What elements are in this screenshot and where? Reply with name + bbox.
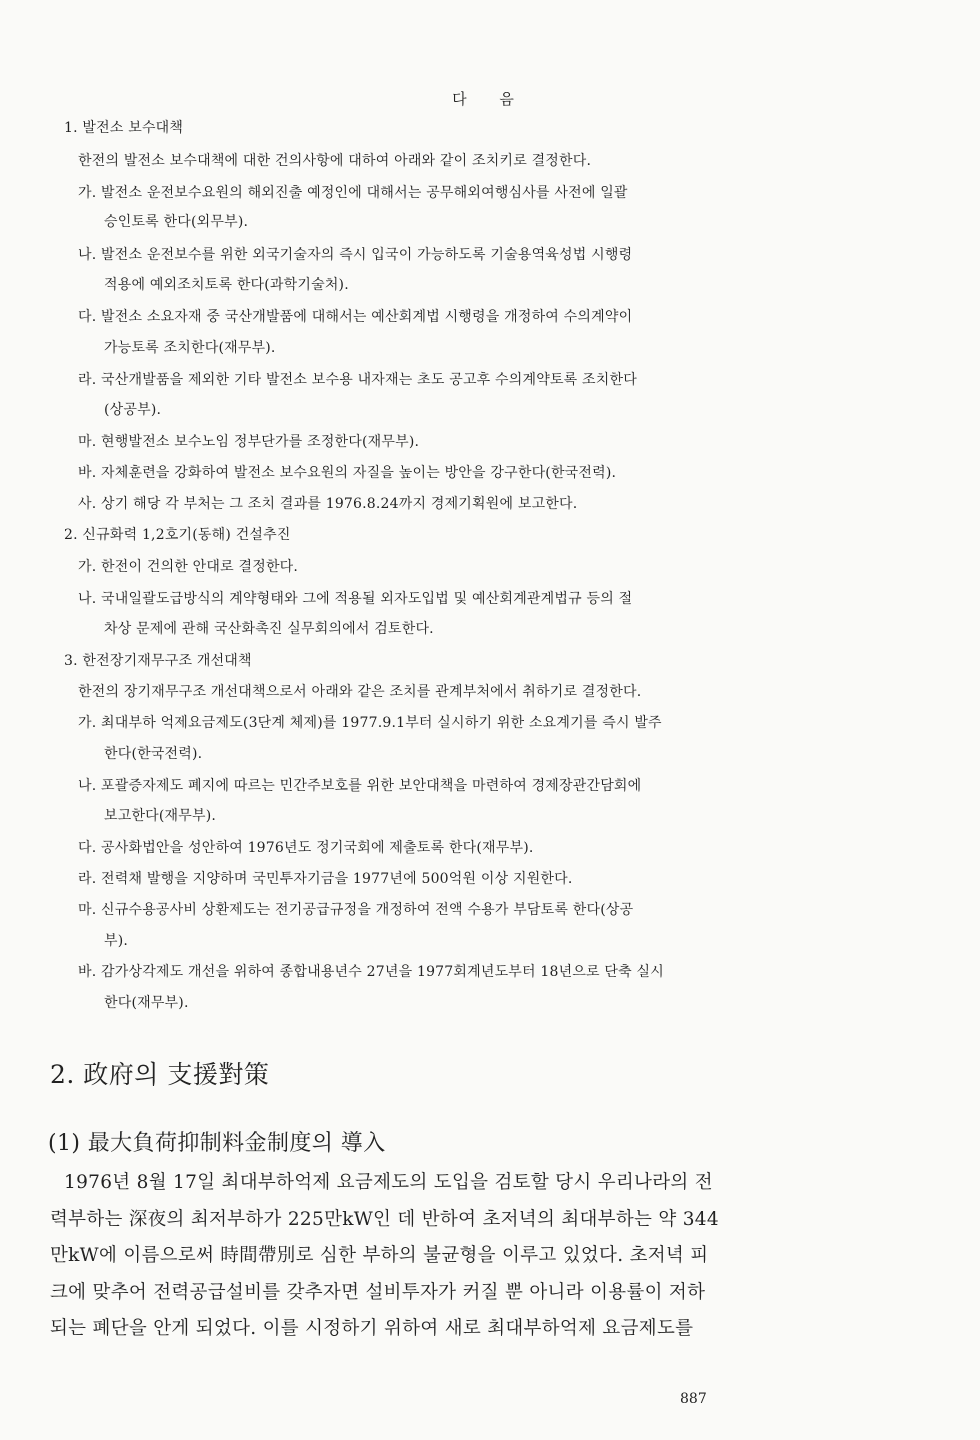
memo-line: 한다(한국전력).	[104, 746, 203, 762]
memo-line: 바. 자체훈련을 강화하여 발전소 보수요원의 자질을 높이는 방안을 강구한다(한국전력).	[78, 465, 617, 481]
body-line: 되는 폐단을 안게 되었다. 이를 시정하기 위하여 새로 최대부하억제 요금제도를	[50, 1318, 694, 1339]
memo-line: 라. 전력채 발행을 지양하며 국민투자기금을 1977년에 500억원 이상 지원한다.	[78, 871, 573, 887]
body-line: 력부하는 深夜의 최저부하가 225만kW인 데 반하여 초저녁의 최대부하는 약 344	[50, 1209, 719, 1230]
memo-line: 다. 공사화법안을 성안하여 1976년도 정기국회에 제출토록 한다(재무부).	[78, 840, 534, 856]
memo-line: 나. 포괄증자제도 폐지에 따르는 민간주보호를 위한 보안대책을 마련하여 경제장관간담회에	[78, 778, 642, 794]
body-line: 크에 맞추어 전력공급설비를 갖추자면 설비투자가 커질 뿐 아니라 이용률이 저하	[50, 1282, 706, 1303]
memo-section-3-title: 3. 한전장기재무구조 개선대책	[64, 653, 252, 669]
memo-line: 승인토록 한다(외무부).	[104, 214, 249, 230]
memo-line: 다. 발전소 소요자재 중 국산개발품에 대해서는 예산회계법 시행령을 개정하여 수의계약이	[78, 309, 633, 325]
memo-line: 한전의 장기재무구조 개선대책으로서 아래와 같은 조치를 관계부처에서 취하기로 결정한다.	[78, 684, 642, 700]
memo-line: 보고한다(재무부).	[104, 808, 217, 824]
memo-line: 가. 한전이 건의한 안대로 결정한다.	[78, 559, 299, 575]
memo-line: 가. 발전소 운전보수요원의 해외진출 예정인에 대해서는 공무해외여행심사를 사전에 일괄	[78, 185, 628, 201]
memo-line: 한다(재무부).	[104, 995, 189, 1011]
memo-section-2-title: 2. 신규화력 1,2호기(동해) 건설추진	[64, 527, 291, 543]
memo-line: 마. 현행발전소 보수노임 정부단가를 조정한다(재무부).	[78, 434, 420, 450]
page-number: 887	[680, 1391, 707, 1407]
memo-line: 라. 국산개발품을 제외한 기타 발전소 보수용 내자재는 초도 공고후 수의계약토록 조치한다	[78, 372, 637, 388]
memo-line: 바. 감가상각제도 개선을 위하여 종합내용년수 27년을 1977회계년도부터 18년으로 단축 실시	[78, 964, 664, 980]
memo-line: 가. 최대부하 억제요금제도(3단계 체제)를 1977.9.1부터 실시하기 위한 소요계기를 즉시 발주	[78, 715, 662, 731]
memo-line: (상공부).	[104, 402, 162, 418]
memo-section-1-title: 1. 발전소 보수대책	[64, 120, 184, 136]
section-heading: 2. 政府의 支援對策	[50, 1060, 270, 1089]
memo-line: 부).	[104, 933, 129, 949]
memo-line: 나. 발전소 운전보수를 위한 외국기술자의 즉시 입국이 가능하도록 기술용역육성법 시행령	[78, 247, 633, 263]
subsection-heading: (1) 最大負荷抑制料金制度의 導入	[48, 1131, 386, 1156]
memo-line: 가능토록 조치한다(재무부).	[104, 340, 276, 356]
memo-line: 적용에 예외조치토록 한다(과학기술처).	[104, 277, 349, 293]
notice-title: 다 음	[452, 90, 528, 108]
memo-line: 나. 국내일괄도급방식의 계약형태와 그에 적용될 외자도입법 및 예산회계관계법규 등의 절	[78, 591, 633, 607]
body-line: 만kW에 이름으로써 時間帶別로 심한 부하의 불균형을 이루고 있었다. 초저녁 피	[50, 1245, 709, 1266]
body-line: 1976년 8월 17일 최대부하억제 요금제도의 도입을 검토할 당시 우리나라의 전	[64, 1172, 713, 1193]
memo-line: 한전의 발전소 보수대책에 대한 건의사항에 대하여 아래와 같이 조치키로 결정한다.	[78, 153, 592, 169]
memo-line: 차상 문제에 관해 국산화촉진 실무회의에서 검토한다.	[104, 621, 434, 637]
memo-line: 사. 상기 해당 각 부처는 그 조치 결과를 1976.8.24까지 경제기획원에 보고한다.	[78, 496, 578, 512]
memo-line: 마. 신규수용공사비 상환제도는 전기공급규정을 개정하여 전액 수용가 부담토록 한다(상공	[78, 902, 634, 918]
